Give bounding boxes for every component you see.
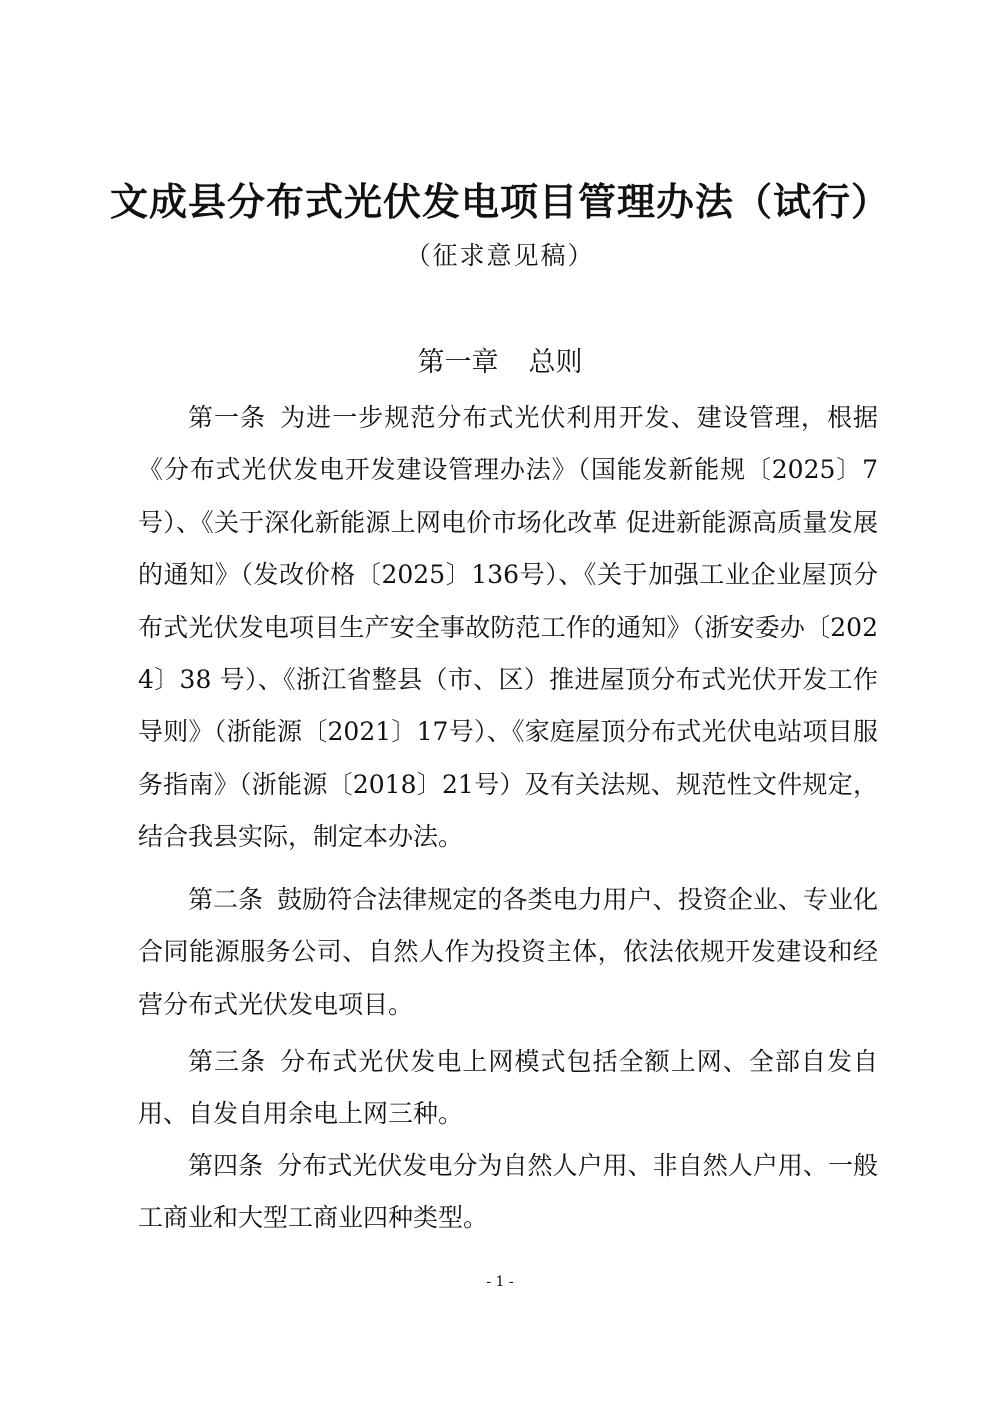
article-text: 为进一步规范分布式光伏利用开发、建设管理，根据《分布式光伏发电开发建设管理办法》（国能发新能规〔2025〕7号）、《关于深化新能源上网电价市场化改革 促进新能源高质量发展的通知》（发改价格〔2025〕136号）、《关于加强工业企业屋顶分布式光伏发电项目生产安全事故防范工作的通知》（浙安委办〔2024〕38 号）、《浙江省整县（市、区）推进屋顶分布式光伏开发工作导则》（浙能源〔2021〕17号）、《家庭屋顶分布式光伏电站项目服务指南》（浙能源〔2018〕21号）及有关法规、规范性文件规定，结合我县实际，制定本办法。 [138,403,878,852]
article-2 [138,874,878,1031]
document-title: 文成县分布式光伏发电项目管理办法（试行） [109,180,890,224]
article-label: 第二条 [188,885,264,914]
article-label: 第四条 [188,1151,264,1180]
article-label: 第三条 [188,1047,267,1076]
article-text: 分布式光伏发电分为自然人户用、非自然人户用、一般工商业和大型工商业四种类型。 [138,1151,878,1233]
article-1 [138,392,878,864]
chapter-name: 总则 [528,347,583,378]
article-4 [138,1140,878,1245]
article-3 [138,1036,878,1141]
document-subtitle: （征求意见稿） [405,241,595,270]
page-number: - 1 - [486,1274,514,1290]
article-text: 分布式光伏发电上网模式包括全额上网、全部自发自用、自发自用余电上网三种。 [138,1047,878,1129]
chapter-number: 第一章 [417,347,499,378]
article-label: 第一条 [188,403,267,432]
article-text: 鼓励符合法律规定的各类电力用户、投资企业、专业化合同能源服务公司、自然人作为投资主体，依法依规开发建设和经营分布式光伏发电项目。 [138,885,878,1019]
chapter-heading [0,338,1000,388]
